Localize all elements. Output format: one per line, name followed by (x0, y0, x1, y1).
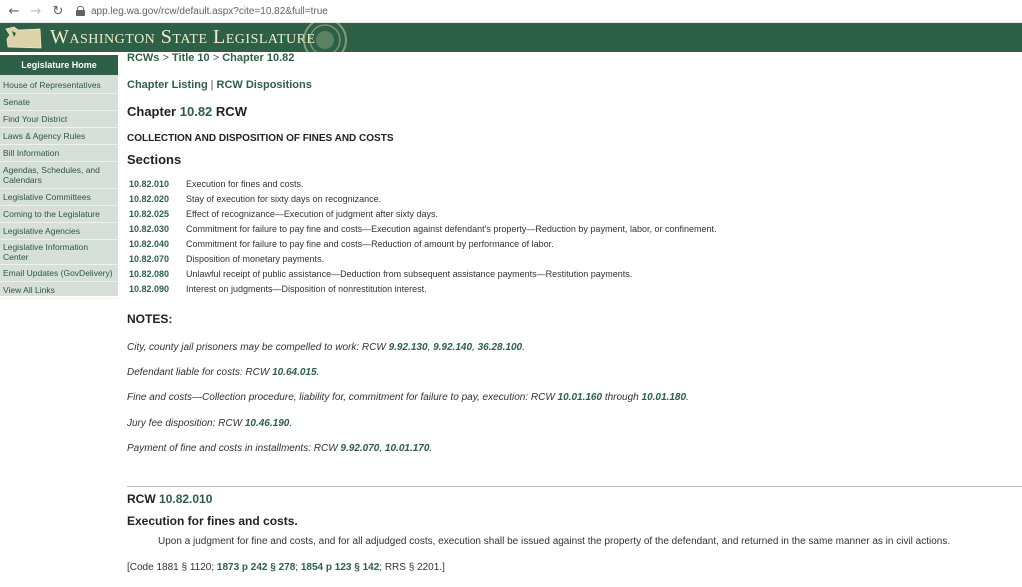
note-link[interactable]: 9.92.130 (388, 342, 428, 353)
rcw-caption: Execution for fines and costs. (127, 514, 298, 528)
section-row (129, 236, 717, 251)
section-row (129, 266, 717, 281)
site-header (0, 23, 1022, 52)
section-row (129, 251, 717, 266)
chapter-title: COLLECTION AND DISPOSITION OF FINES AND COSTS (127, 133, 394, 144)
note (127, 418, 292, 429)
rcw-heading (127, 492, 212, 506)
note-link[interactable]: 9.92.070 (340, 443, 380, 454)
section-row (129, 221, 717, 236)
arrow-left-icon[interactable]: ← (8, 3, 20, 19)
breadcrumb-rcws[interactable]: RCWs (127, 52, 160, 64)
breadcrumb-separator: > (162, 52, 169, 64)
nav-item-agendas[interactable]: Agendas, Schedules, and Calendars (0, 162, 118, 189)
link-divider: | (210, 79, 214, 91)
history-text: [Code 1881 § 1120; (127, 562, 217, 573)
breadcrumb (127, 52, 294, 64)
rcw-dispositions-link[interactable]: RCW Dispositions (216, 79, 312, 91)
browser-toolbar (0, 0, 1022, 23)
note-link[interactable]: 9.92.140 (433, 342, 473, 353)
section-link[interactable]: 10.82.040 (129, 238, 170, 249)
nav-item-bill-info[interactable]: Bill Information (0, 145, 118, 162)
note-link[interactable]: 10.64.015 (272, 367, 317, 378)
note-text: . (686, 392, 689, 403)
note (127, 367, 319, 378)
chapter-listing-link[interactable]: Chapter Listing (127, 79, 208, 91)
chapter-suffix: RCW (215, 104, 247, 119)
chapter-heading (127, 104, 247, 119)
note-text: Payment of fine and costs in installments: RCW (127, 443, 341, 454)
section-link[interactable]: 10.82.030 (129, 223, 170, 234)
nav-legislature-home[interactable]: Legislature Home (0, 55, 118, 77)
left-navigation (0, 55, 118, 296)
notes-heading: NOTES: (127, 312, 173, 326)
breadcrumb-chapter[interactable]: Chapter 10.82 (222, 52, 295, 64)
section-caption: Interest on judgments—Disposition of nonrestitution interest. (186, 283, 427, 294)
note-text: , (379, 443, 385, 454)
nav-item-laws-rules[interactable]: Laws & Agency Rules (0, 128, 118, 145)
section-caption: Effect of recognizance—Execution of judgment after sixty days. (186, 208, 438, 219)
nav-item-agencies[interactable]: Legislative Agencies (0, 223, 118, 240)
note-text: City, county jail prisoners may be compelled to work: RCW (127, 342, 389, 353)
breadcrumb-title[interactable]: Title 10 (171, 52, 210, 64)
chapter-label: Chapter (127, 104, 177, 119)
nav-item-find-district[interactable]: Find Your District (0, 111, 118, 128)
nav-item-house[interactable]: House of Representatives (0, 77, 118, 94)
note-link[interactable]: 10.46.190 (244, 418, 290, 429)
note-text: Defendant liable for costs: RCW (127, 367, 273, 378)
section-caption: Stay of execution for sixty days on recognizance. (186, 193, 382, 204)
note-text: . (522, 342, 525, 353)
nav-item-senate[interactable]: Senate (0, 94, 118, 111)
nav-item-view-all[interactable]: View All Links (0, 282, 118, 299)
note-text: Jury fee disposition: RCW (127, 418, 245, 429)
note-link[interactable]: 10.01.180 (641, 392, 687, 403)
section-row (129, 281, 717, 296)
note-link[interactable]: 10.01.160 (557, 392, 603, 403)
section-caption: Commitment for failure to pay fine and costs—Execution against defendant's property—Reduction by payment, labor, or confinement. (186, 223, 717, 234)
rcw-body-text: Upon a judgment for fine and costs, and for all adjudged costs, execution shall be issued against the property of the defendant, and returned in the same manner as in civil actions. (158, 536, 951, 547)
history-text: ; RRS § 2201.] (379, 562, 445, 573)
section-link[interactable]: 10.82.020 (129, 193, 170, 204)
nav-item-email-updates[interactable]: Email Updates (GovDelivery) (0, 265, 118, 282)
history-link[interactable]: 1854 p 123 § 142 (300, 562, 380, 573)
address-bar[interactable] (76, 3, 328, 20)
note-text: . (429, 443, 433, 454)
note-text: . (289, 418, 293, 429)
nav-item-committees[interactable]: Legislative Committees (0, 189, 118, 206)
lock-icon (76, 6, 85, 16)
nav-item-info-center[interactable]: Legislative Information Center (0, 240, 118, 265)
section-link[interactable]: 10.82.025 (129, 208, 170, 219)
note-text: , (472, 342, 478, 353)
rcw-history (127, 562, 445, 573)
section-row (129, 206, 717, 221)
section-link[interactable]: 10.82.010 (129, 178, 170, 189)
note-text: . (316, 367, 320, 378)
history-link[interactable]: 1873 p 242 § 278 (216, 562, 296, 573)
arrow-right-icon[interactable]: → (30, 3, 42, 19)
section-caption: Unlawful receipt of public assistance—Deduction from subsequent assistance payments—Restitution payments. (186, 268, 633, 279)
sections-heading: Sections (127, 152, 182, 167)
note-link[interactable]: 36.28.100 (477, 342, 523, 353)
chapter-links (127, 79, 312, 91)
section-caption: Commitment for failure to pay fine and costs—Reduction of amount by performance of labor. (186, 238, 554, 249)
rcw-label: RCW (127, 492, 156, 506)
sections-list (129, 176, 717, 296)
section-caption: Execution for fines and costs. (186, 178, 304, 189)
url-text[interactable]: app.leg.wa.gov/rcw/default.aspx?cite=10.82&full=true (91, 5, 328, 17)
chapter-number: 10.82 (179, 104, 213, 119)
washington-map-icon (4, 25, 44, 50)
history-text: ; (295, 562, 301, 573)
section-row (129, 191, 717, 206)
section-caption: Disposition of monetary payments. (186, 253, 325, 264)
note (127, 392, 689, 403)
note (127, 342, 525, 353)
section-link[interactable]: 10.82.090 (129, 283, 170, 294)
rcw-number: 10.82.010 (159, 492, 213, 506)
section-divider (127, 486, 1022, 487)
note-text: through (602, 392, 642, 403)
note-text: Fine and costs—Collection procedure, liability for, commitment for failure to pay, execution: RCW (127, 392, 558, 403)
note-link[interactable]: 10.01.170 (384, 443, 430, 454)
section-link[interactable]: 10.82.080 (129, 268, 170, 279)
nav-item-coming[interactable]: Coming to the Legislature (0, 206, 118, 223)
note (127, 443, 432, 454)
site-title[interactable]: Washington State Legislature (50, 26, 316, 48)
section-row (129, 176, 717, 191)
note-text: , (427, 342, 434, 353)
breadcrumb-separator: > (212, 52, 220, 64)
reload-icon[interactable]: ↻ (52, 3, 64, 19)
section-link[interactable]: 10.82.070 (129, 253, 170, 264)
state-seal-icon (302, 23, 348, 52)
